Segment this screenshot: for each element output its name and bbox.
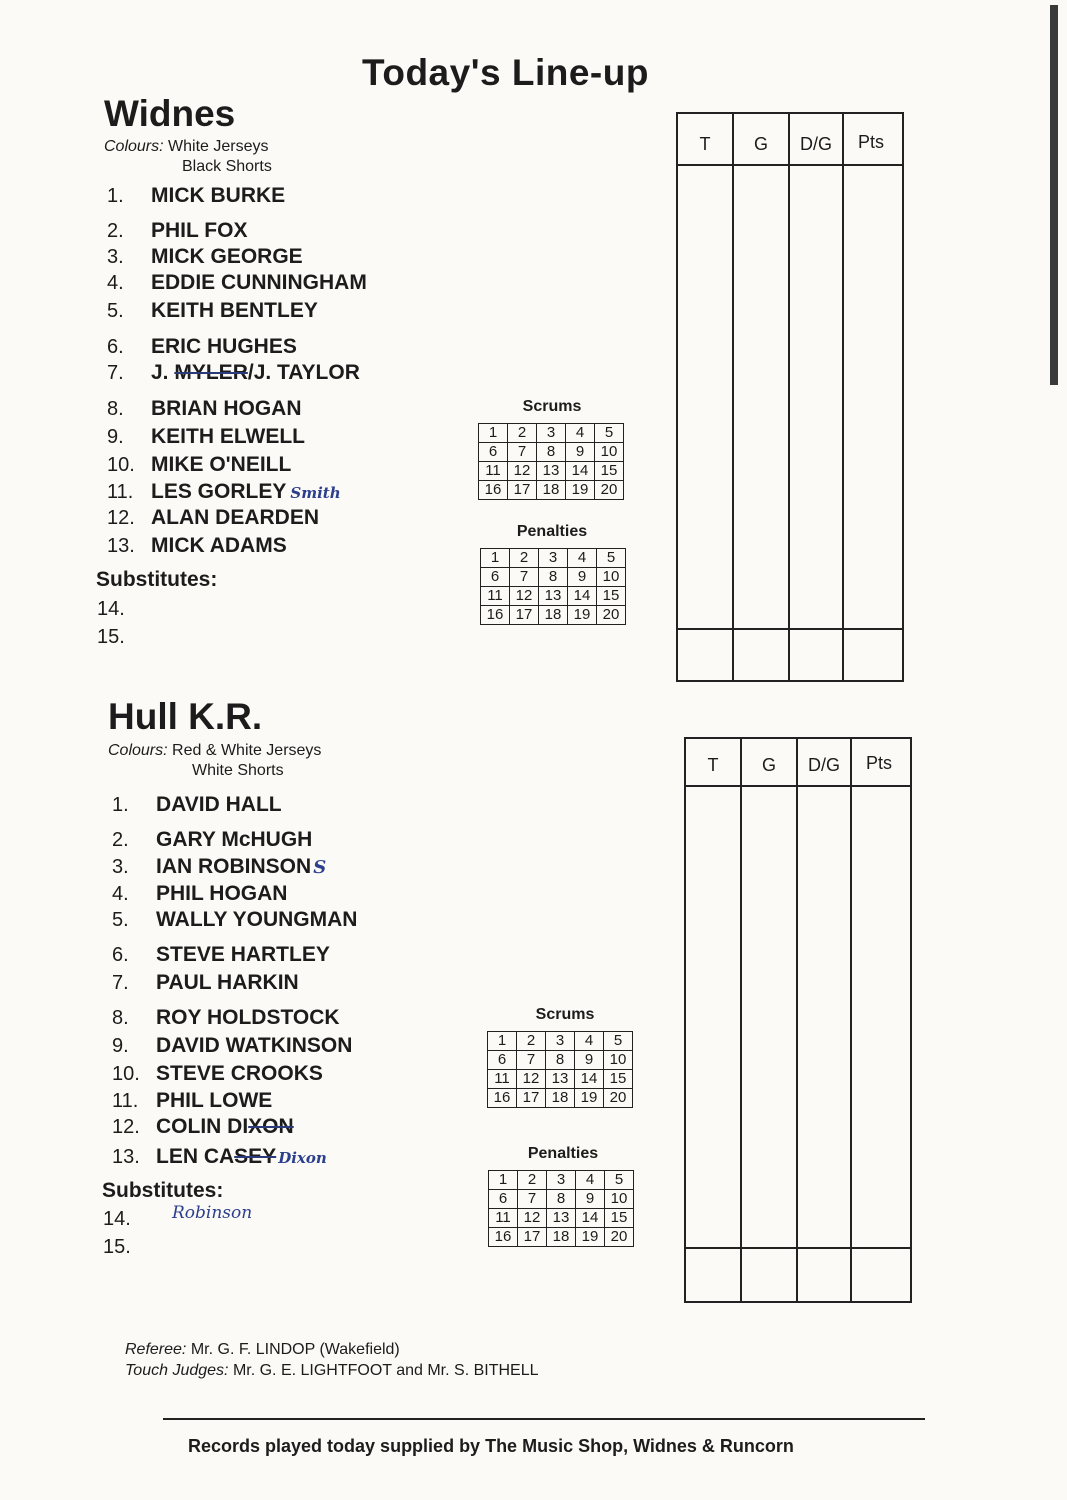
player-name: KEITH ELWELL xyxy=(151,425,305,448)
grid-cell: 5 xyxy=(605,1171,634,1190)
grid-cell: 9 xyxy=(576,1190,605,1209)
handwritten-note: S xyxy=(313,857,327,878)
score-header-goals: G xyxy=(761,755,776,775)
grid-cell: 6 xyxy=(488,1051,517,1070)
player-number: 6. xyxy=(112,944,129,966)
grid-cell: 3 xyxy=(546,1032,575,1051)
team-name: Hull K.R. xyxy=(108,696,263,737)
grid-cell: 11 xyxy=(479,462,508,481)
grid-cell: 4 xyxy=(568,549,597,568)
colours-jerseys: White Jerseys xyxy=(168,138,269,155)
player-name: MIKE O'NEILL xyxy=(151,453,292,476)
penalties-label: Penalties xyxy=(527,1145,599,1162)
struck-name: SEY xyxy=(234,1145,277,1168)
grid-row xyxy=(489,1228,634,1247)
grid-cell: 6 xyxy=(481,568,510,587)
grid-row xyxy=(488,1051,633,1070)
player-row xyxy=(112,1006,340,1030)
grid-cell: 13 xyxy=(547,1209,576,1228)
grid-cell: 7 xyxy=(518,1190,547,1209)
grid-cell: 8 xyxy=(547,1190,576,1209)
grid-row xyxy=(481,606,626,625)
grid-cell: 11 xyxy=(488,1070,517,1089)
referee-name: Mr. G. F. LINDOP (Wakefield) xyxy=(190,1341,400,1358)
grid-cell: 5 xyxy=(604,1032,633,1051)
scoring-table xyxy=(676,112,904,682)
grid-row xyxy=(479,424,624,443)
grid-cell: 10 xyxy=(605,1190,634,1209)
grid-cell: 3 xyxy=(547,1171,576,1190)
grid-cell: 1 xyxy=(488,1032,517,1051)
touch-judges-names: Mr. G. E. LIGHTFOOT and Mr. S. BITHELL xyxy=(232,1362,539,1379)
player-row xyxy=(107,184,285,208)
player-row xyxy=(107,534,287,558)
player-name: PHIL HOGAN xyxy=(156,882,288,905)
grid-cell: 11 xyxy=(481,587,510,606)
player-number: 12. xyxy=(112,1116,140,1138)
grid-cell: 18 xyxy=(539,606,568,625)
grid-cell: 19 xyxy=(575,1089,604,1108)
player-name: ROY HOLDSTOCK xyxy=(156,1006,340,1029)
substitute-number: 14. xyxy=(103,1208,131,1230)
substitute-number: 15. xyxy=(103,1236,131,1258)
player-row xyxy=(112,1034,352,1058)
player-number: 7. xyxy=(107,362,124,384)
grid-cell: 16 xyxy=(479,481,508,500)
player-row xyxy=(107,219,247,243)
grid-cell: 1 xyxy=(481,549,510,568)
scoring-table xyxy=(684,737,912,1303)
scrums-grid xyxy=(478,423,624,500)
grid-cell: 20 xyxy=(595,481,624,500)
grid-cell: 6 xyxy=(489,1190,518,1209)
grid-cell: 11 xyxy=(489,1209,518,1228)
grid-cell: 15 xyxy=(605,1209,634,1228)
grid-cell: 3 xyxy=(539,549,568,568)
player-row xyxy=(107,335,297,359)
score-header-drop-goals: D/G xyxy=(799,134,832,154)
scrums-grid xyxy=(487,1031,633,1108)
player-row xyxy=(107,453,291,477)
grid-cell: 18 xyxy=(546,1089,575,1108)
page-edge-shadow xyxy=(1050,5,1058,385)
touch-judges-label: Touch Judges: xyxy=(125,1362,229,1379)
grid-cell: 15 xyxy=(597,587,626,606)
score-header-goals: G xyxy=(753,134,768,154)
player-name: DAVID WATKINSON xyxy=(156,1034,353,1057)
player-name: MICK BURKE xyxy=(151,184,286,207)
grid-cell: 4 xyxy=(576,1171,605,1190)
grid-row xyxy=(489,1190,634,1209)
player-number: 7. xyxy=(112,972,129,994)
grid-cell: 9 xyxy=(575,1051,604,1070)
player-name: DAVID HALL xyxy=(156,793,282,816)
player-number: 2. xyxy=(112,829,129,851)
grid-cell: 13 xyxy=(546,1070,575,1089)
grid-cell: 7 xyxy=(510,568,539,587)
grid-cell: 2 xyxy=(517,1032,546,1051)
penalties-label: Penalties xyxy=(516,523,588,540)
grid-cell: 12 xyxy=(508,462,537,481)
player-number: 3. xyxy=(112,856,129,878)
substitutes-label: Substitutes: xyxy=(96,568,218,591)
substitutes-label: Substitutes: xyxy=(102,1179,224,1202)
grid-cell: 5 xyxy=(595,424,624,443)
grid-row xyxy=(481,568,626,587)
team-colours xyxy=(108,741,321,781)
player-number: 5. xyxy=(112,909,129,931)
grid-row xyxy=(488,1032,633,1051)
player-number: 4. xyxy=(107,272,124,294)
player-row xyxy=(107,361,360,385)
player-row xyxy=(112,943,330,967)
grid-row xyxy=(481,587,626,606)
player-row xyxy=(112,971,299,995)
match-officials xyxy=(125,1339,539,1381)
player-row xyxy=(112,1115,294,1139)
grid-cell: 17 xyxy=(508,481,537,500)
player-row xyxy=(107,397,302,421)
player-row xyxy=(112,1089,272,1113)
grid-cell: 14 xyxy=(575,1070,604,1089)
handwritten-note: Dixon xyxy=(278,1149,327,1167)
grid-cell: 14 xyxy=(568,587,597,606)
grid-cell: 1 xyxy=(479,424,508,443)
grid-cell: 15 xyxy=(595,462,624,481)
page-title: Today's Line-up xyxy=(362,52,649,93)
grid-cell: 12 xyxy=(518,1209,547,1228)
player-number: 5. xyxy=(107,300,124,322)
grid-cell: 10 xyxy=(595,443,624,462)
player-number: 1. xyxy=(112,794,129,816)
grid-cell: 18 xyxy=(547,1228,576,1247)
score-header-points: Pts xyxy=(857,132,884,152)
handwritten-substitute: Robinson xyxy=(172,1203,253,1223)
grid-cell: 9 xyxy=(566,443,595,462)
grid-cell: 17 xyxy=(517,1089,546,1108)
grid-cell: 13 xyxy=(537,462,566,481)
player-number: 11. xyxy=(112,1090,139,1112)
player-name-start: J. xyxy=(151,361,175,384)
player-name-start: LEN CA xyxy=(156,1145,235,1168)
grid-cell: 9 xyxy=(568,568,597,587)
grid-cell: 14 xyxy=(576,1209,605,1228)
grid-cell: 10 xyxy=(597,568,626,587)
grid-cell: 1 xyxy=(489,1171,518,1190)
grid-cell: 6 xyxy=(479,443,508,462)
player-name-start: COLIN DI xyxy=(156,1115,249,1138)
player-number: 3. xyxy=(107,246,124,268)
score-header-tries: T xyxy=(707,755,719,775)
grid-row xyxy=(489,1171,634,1190)
player-row xyxy=(107,425,305,449)
player-row xyxy=(112,855,326,879)
colours-label: Colours: xyxy=(104,138,164,155)
grid-cell: 17 xyxy=(510,606,539,625)
grid-row xyxy=(488,1070,633,1089)
colours-label: Colours: xyxy=(108,742,168,759)
grid-cell: 14 xyxy=(566,462,595,481)
player-number: 10. xyxy=(107,454,135,476)
grid-cell: 20 xyxy=(605,1228,634,1247)
scrums-label: Scrums xyxy=(522,398,582,415)
player-row xyxy=(112,1062,323,1086)
player-name: EDDIE CUNNINGHAM xyxy=(151,271,367,294)
player-name: BRIAN HOGAN xyxy=(151,397,302,420)
player-name: KEITH BENTLEY xyxy=(151,299,318,322)
player-row xyxy=(107,506,319,530)
player-name: GARY McHUGH xyxy=(156,828,313,851)
grid-cell: 7 xyxy=(508,443,537,462)
grid-cell: 2 xyxy=(518,1171,547,1190)
player-name: LES GORLEY xyxy=(151,480,287,503)
player-name: STEVE CROOKS xyxy=(156,1062,323,1085)
struck-name: MYLER xyxy=(174,361,248,384)
player-number: 11. xyxy=(107,481,134,503)
grid-cell: 19 xyxy=(568,606,597,625)
player-row xyxy=(112,908,357,932)
player-name: WALLY YOUNGMAN xyxy=(156,908,358,931)
grid-cell: 17 xyxy=(518,1228,547,1247)
player-row xyxy=(112,828,312,852)
player-name: IAN ROBINSON xyxy=(156,855,312,878)
grid-cell: 8 xyxy=(546,1051,575,1070)
grid-cell: 20 xyxy=(604,1089,633,1108)
struck-name: XON xyxy=(248,1115,294,1138)
score-header-drop-goals: D/G xyxy=(807,755,840,775)
player-number: 1. xyxy=(107,185,124,207)
grid-cell: 15 xyxy=(604,1070,633,1089)
grid-cell: 18 xyxy=(537,481,566,500)
player-name: PAUL HARKIN xyxy=(156,971,299,994)
colours-shorts: Black Shorts xyxy=(182,158,272,175)
player-number: 13. xyxy=(107,535,135,557)
team-name: Widnes xyxy=(104,93,236,134)
player-row xyxy=(112,793,282,817)
footer-divider xyxy=(163,1418,925,1420)
grid-cell: 12 xyxy=(517,1070,546,1089)
player-number: 10. xyxy=(112,1063,140,1085)
grid-row xyxy=(479,481,624,500)
player-name: ALAN DEARDEN xyxy=(151,506,319,529)
colours-jerseys: Red & White Jerseys xyxy=(172,742,322,759)
penalties-grid xyxy=(488,1170,634,1247)
handwritten-note: Smith xyxy=(290,484,341,502)
player-number: 9. xyxy=(112,1035,129,1057)
substitute-number: 15. xyxy=(97,626,125,648)
player-number: 8. xyxy=(107,398,124,420)
player-number: 8. xyxy=(112,1007,129,1029)
colours-shorts: White Shorts xyxy=(192,762,284,779)
grid-cell: 2 xyxy=(508,424,537,443)
grid-row xyxy=(479,462,624,481)
player-row xyxy=(112,1145,327,1169)
grid-cell: 5 xyxy=(597,549,626,568)
penalties-grid xyxy=(480,548,626,625)
team-colours xyxy=(104,137,272,177)
player-name: PHIL LOWE xyxy=(156,1089,273,1112)
score-header-tries: T xyxy=(699,134,711,154)
grid-cell: 20 xyxy=(597,606,626,625)
substitute-number: 14. xyxy=(97,598,125,620)
grid-cell: 19 xyxy=(576,1228,605,1247)
grid-cell: 7 xyxy=(517,1051,546,1070)
grid-cell: 3 xyxy=(537,424,566,443)
grid-cell: 8 xyxy=(539,568,568,587)
player-row xyxy=(112,882,287,906)
grid-row xyxy=(481,549,626,568)
player-name: MICK ADAMS xyxy=(151,534,287,557)
player-row xyxy=(107,480,341,504)
player-name: STEVE HARTLEY xyxy=(156,943,330,966)
grid-row xyxy=(488,1089,633,1108)
player-number: 9. xyxy=(107,426,124,448)
player-row xyxy=(107,299,318,323)
grid-cell: 12 xyxy=(510,587,539,606)
player-number: 6. xyxy=(107,336,124,358)
grid-cell: 19 xyxy=(566,481,595,500)
score-header-points: Pts xyxy=(865,753,892,773)
grid-cell: 16 xyxy=(481,606,510,625)
footer-credit: Records played today supplied by The Music Shop, Widnes & Runcorn xyxy=(188,1436,794,1456)
player-number: 4. xyxy=(112,883,129,905)
player-name: ERIC HUGHES xyxy=(151,335,297,358)
grid-cell: 4 xyxy=(575,1032,604,1051)
player-number: 2. xyxy=(107,220,124,242)
player-number: 12. xyxy=(107,507,135,529)
grid-cell: 8 xyxy=(537,443,566,462)
grid-row xyxy=(489,1209,634,1228)
grid-cell: 16 xyxy=(488,1089,517,1108)
grid-cell: 16 xyxy=(489,1228,518,1247)
player-row xyxy=(107,271,367,295)
grid-row xyxy=(479,443,624,462)
grid-cell: 2 xyxy=(510,549,539,568)
grid-cell: 4 xyxy=(566,424,595,443)
referee-label: Referee: xyxy=(125,1341,187,1358)
grid-cell: 10 xyxy=(604,1051,633,1070)
player-name: PHIL FOX xyxy=(151,219,248,242)
player-name: MICK GEORGE xyxy=(151,245,303,268)
scrums-label: Scrums xyxy=(535,1006,595,1023)
grid-cell: 13 xyxy=(539,587,568,606)
player-name-end: /J. TAYLOR xyxy=(247,361,360,384)
player-number: 13. xyxy=(112,1146,140,1168)
player-row xyxy=(107,245,303,269)
